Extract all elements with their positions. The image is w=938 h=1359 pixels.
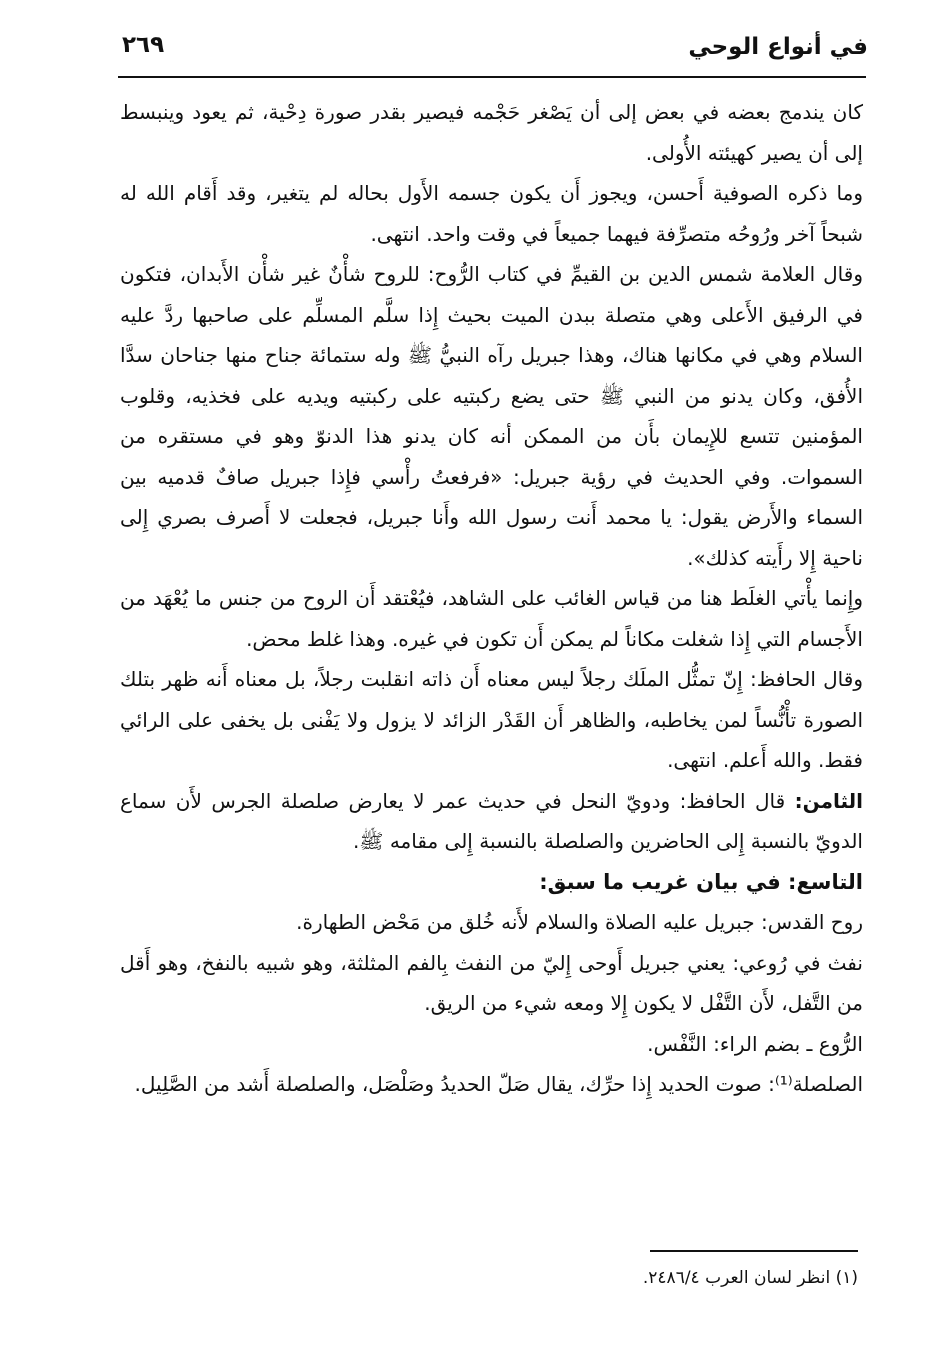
footnote: (١) انظر لسان العرب ٢٤٨٦/٤. (642, 1268, 858, 1288)
eighth-text: قال الحافظ: ودويّ النحل في حديث عمر لا يعارض صلصلة الجرس لأَن سماع الدويّ بالنسبة إِلى الحاضرين والصلصلة بالنسبة إِلى مقامه ﷺ. (120, 788, 863, 853)
paragraph: وقال الحافظ: إِنّ تمثُّل الملَك رجلاً ليس معناه أَن ذاته انقلبت رجلاً، بل معناه أَنه ظهر بتلك الصورة تأْنُّساً لمن يخاطبه، والظاهر أَن القَدْر الزائد لا يزول ولا يَفْنى بل يخفى على الرائي فقط. والله أَعلم. انتهى. (120, 667, 863, 772)
paragraph: كان يندمج بعضه في بعض إلى أن يَصْغر حَجْمه فيصير بقدر صورة دِحْية، ثم يعود وينبسط إلى أن يصير كهيئته الأُولى. (120, 100, 863, 165)
section-heading: التاسع: في بيان غريب ما سبق: (539, 869, 863, 894)
paragraph-eighth (120, 781, 863, 862)
eighth-lead: الثامن: (794, 788, 863, 813)
glossary-entry: الرُّوع ـ بضم الراء: النَّفْس. (647, 1031, 863, 1056)
glossary-entry: الصلصلة⁽¹⁾: صوت الحديد إِذا حرِّك، يقال صَلّ الحديدُ وصَلْصَل، والصلصلة أَشد من الصَّلِيل. (134, 1072, 863, 1096)
header-rule (118, 76, 866, 78)
paragraph: وإِنما يأْتي الغلَط هنا من قياس الغائب على الشاهد، فيُعْتقد أَن الروح من جنس ما يُعْهَد من الأَجسام التي إِذا شغلت مكاناً لم يمكن أَن تكون في غيره. وهذا غلط محض. (120, 586, 863, 651)
running-title: في أنواع الوحي (688, 34, 868, 60)
footnote-rule (650, 1250, 858, 1252)
glossary-entry: روح القدس: جبريل عليه الصلاة والسلام لأَنه خُلق من مَحْض الطهارة. (296, 910, 863, 934)
page-header (122, 34, 868, 76)
glossary-entry: نفث في رُوعي: يعني جبريل أَوحى إِليّ من النفث بِالفم المثلثة، وهو شبيه بالنفخ، وهو أَقل من التَّفل، لأَن التَّفْل لا يكون إِلا ومعه شيء من الريق. (120, 950, 863, 1015)
page-number: ٢٦٩ (122, 32, 165, 58)
main-text (120, 92, 863, 1105)
paragraph: وقال العلامة شمس الدين بن القيمِّ في كتاب الرُّوح: للروح شأْنٌ غير شأْن الأَبدان، فتكون في الرفيق الأَعلى وهي متصلة ببدن الميت بحيث إِذا سلَّم المسلِّم على صاحبها ردَّ عليه السلام وهي في مكانها هناك، وهذا جبريل رآه النبيُّ ﷺ وله ستمائة جناح منها جناحان سدَّا الأُفق، وكان يدنو من النبي ﷺ حتى يضع ركبتيه على ركبتيه ويديه على فخذيه، وقلوب المؤمنين تتسع للإِيمان بأَن من الممكن أنه كان يدنو هذا الدنوّ وهو في مستقره من السموات. وفي الحديث في رؤية جبريل: «فرفعتُ رأْسي فإِذا جبريل صافٌ قدميه بين السماء والأَرض يقول: يا محمد أَنت رسول الله وأَنا جبريل، فجعلت لا أَصرف بصري إِلى ناحية إِلا رأَيته كذلك». (120, 262, 863, 570)
paragraph: وما ذكره الصوفية أَحسن، ويجوز أَن يكون جسمه الأَول بحاله لم يتغير، وقد أَقام الله له شبحاً آخر ورُوحُه متصرِّفة فيهما جميعاً في وقت واحد. انتهى. (120, 181, 863, 246)
